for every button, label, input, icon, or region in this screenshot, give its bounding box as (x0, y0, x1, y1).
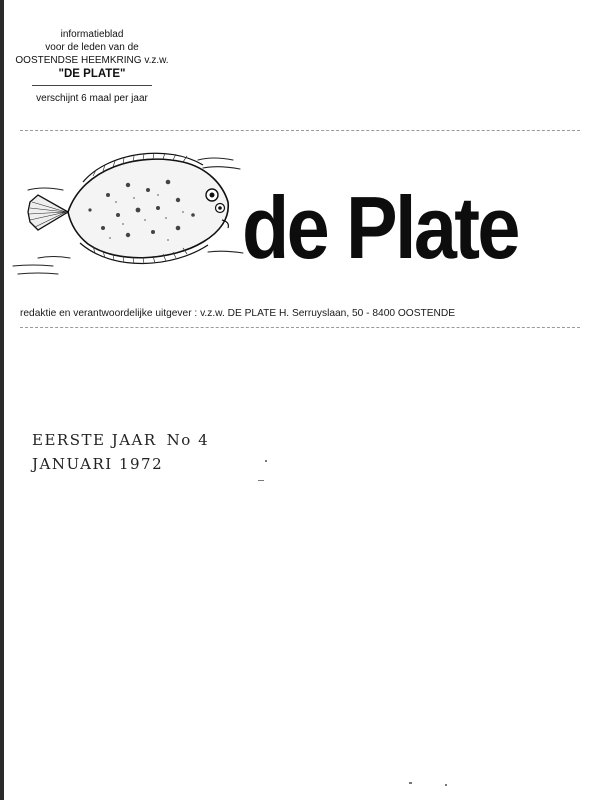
bottom-divider (20, 327, 580, 328)
masthead-name: "DE PLATE" (58, 68, 126, 80)
top-divider (20, 130, 580, 131)
issue-volume-line (32, 428, 209, 452)
masthead-line-1: informatieblad (60, 29, 124, 40)
issue-number: No 4 (166, 431, 210, 449)
scan-speck (409, 782, 412, 784)
issue-info (32, 428, 209, 476)
masthead (6, 28, 178, 105)
masthead-line-2: voor de leden van de (45, 42, 139, 53)
publication-title: de Plate (242, 178, 518, 277)
scan-speck (258, 480, 264, 481)
publisher-line: redaktie en verantwoordelijke uitgever : v.z.w. DE PLATE H. Serruyslaan, 50 - 8400 OOSTENDE (20, 308, 456, 319)
masthead-organization: OOSTENDSE HEEMKRING v.z.w. (15, 55, 169, 66)
scan-edge (0, 0, 4, 800)
publication-frequency: verschijnt 6 maal per jaar (32, 85, 152, 105)
scan-speck (445, 784, 447, 786)
flatfish-icon (8, 140, 248, 280)
scan-speck (265, 460, 267, 462)
issue-volume: EERSTE JAAR (32, 431, 157, 449)
issue-date: JANUARI 1972 (32, 455, 164, 473)
